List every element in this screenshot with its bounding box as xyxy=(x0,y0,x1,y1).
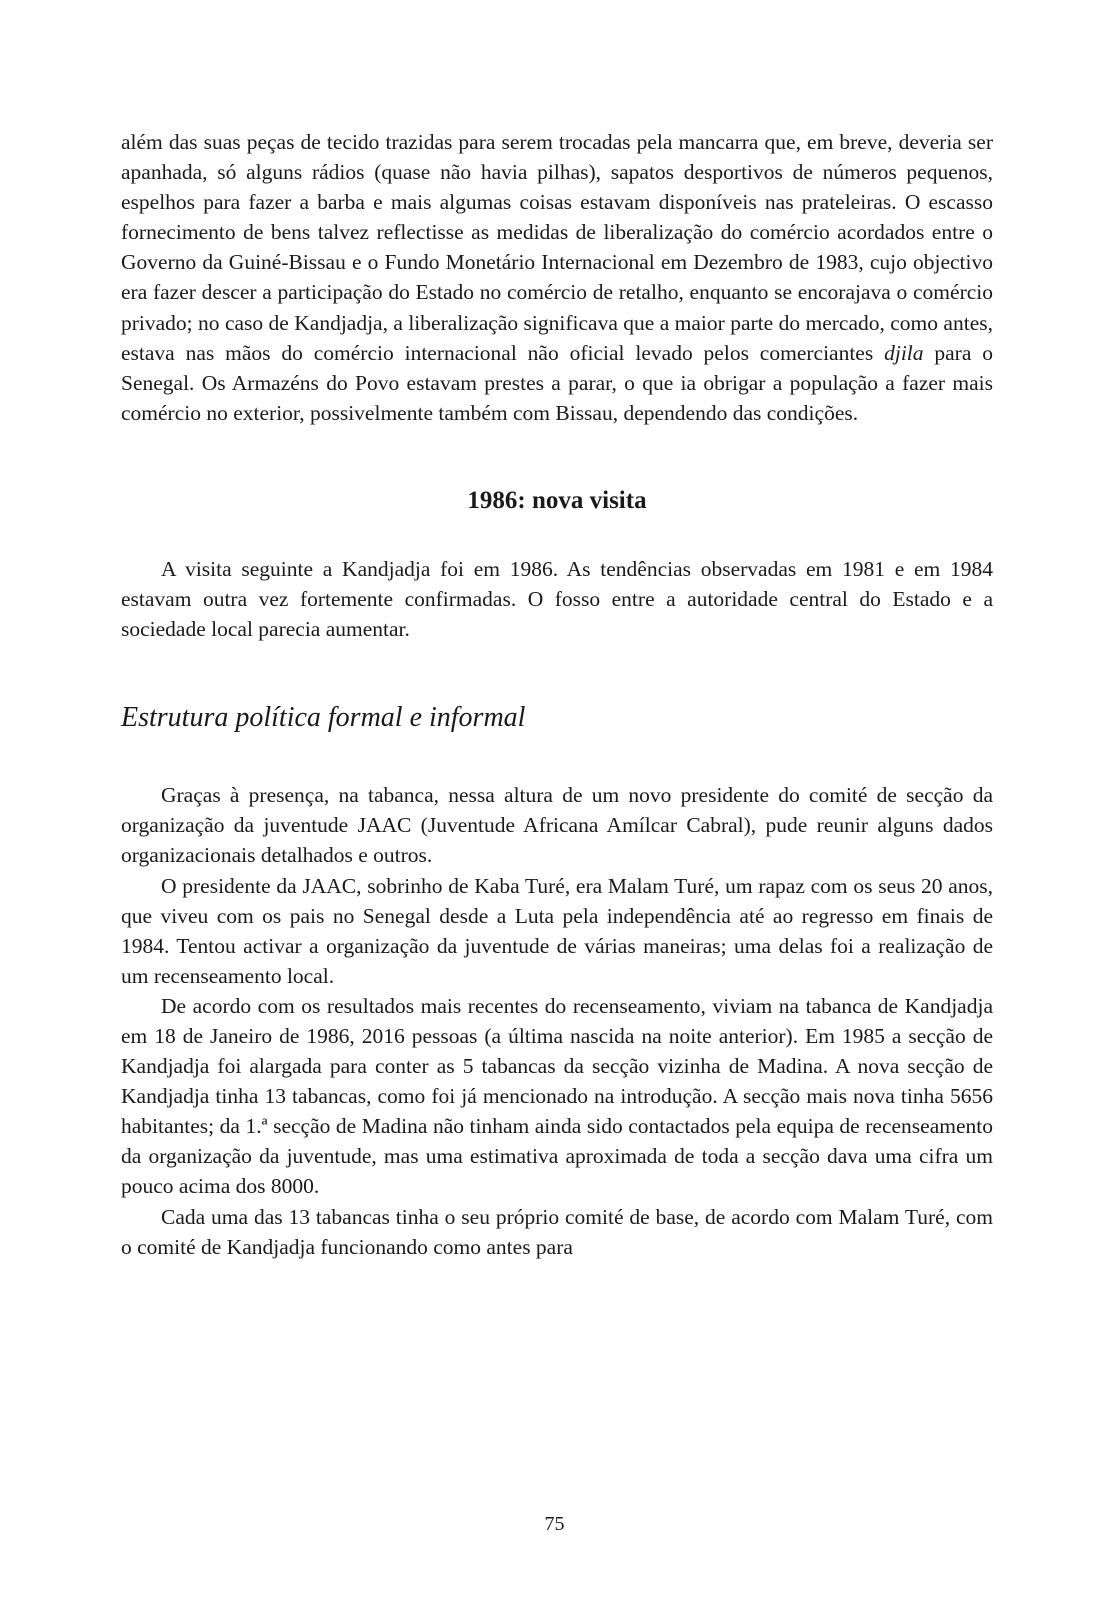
section-title: 1986: nova visita xyxy=(467,486,647,514)
subsection-title: Estrutura política formal e informal xyxy=(121,702,526,734)
paragraph-1-text-end: para o Senegal. Os Armazéns do Povo estavam prestes a parar, o que ia obrigar a população a fazer mais comércio no exterior, possivelmente também com Bissau, dependendo das condições. xyxy=(121,340,993,425)
paragraph-2: A visita seguinte a Kandjadja foi em 1986. As tendências observadas em 1981 e em 1984 estavam outra vez fortemente confirmadas. O fosso entre a autoridade central do Estado e a sociedade local parecia aumentar. xyxy=(121,556,993,642)
paragraph-3: Graças à presença, na tabanca, nessa altura de um novo presidente do comité de secção da organização da juventude JAAC (Juventude Africana Amílcar Cabral), pude reunir alguns dados organizacionais detalhados e outros. xyxy=(121,783,993,868)
paragraph-4: O presidente da JAAC, sobrinho de Kaba Turé, era Malam Turé, um rapaz com os seus 20 anos, que viveu com os pais no Senegal desde a Luta pela independência até ao regresso em finais de 1984. Tentou activar a organização da juventude de várias maneiras; uma delas foi a realização de um recenseamento local. xyxy=(121,873,993,988)
paragraph-1 xyxy=(121,127,993,428)
paragraph-6: Cada uma das 13 tabancas tinha o seu próprio comité de base, de acordo com Malam Turé, com o comité de Kandjadja funcionando como antes para xyxy=(121,1204,993,1259)
paragraph-5: De acordo com os resultados mais recentes do recenseamento, viviam na tabanca de Kandjadja em 18 de Janeiro de 1986, 2016 pessoas (a última nascida na noite anterior). Em 1985 a secção de Kandjadja foi alargada para conter as 5 tabancas da secção vizinha de Madina. A nova secção de Kandjadja tinha 13 tabancas, como foi já mencionado na introdução. A secção mais nova tinha 5656 habitantes; da 1.ª secção de Madina não tinham ainda sido contactados pela equipa de recenseamento da organização da juventude, mas uma estimativa aproximada de toda a secção dava uma cifra um pouco acima dos 8000. xyxy=(121,993,993,1199)
paragraph-1-italic-term: djila xyxy=(884,340,924,365)
page-number: 75 xyxy=(544,1513,565,1535)
paragraph-1-text: além das suas peças de tecido trazidas para serem trocadas pela mancarra que, em breve, deveria ser apanhada, só alguns rádios (quase não havia pilhas), sapatos desportivos de números pequenos, espelhos para fazer a barba e mais algumas coisas estavam disponíveis nas prateleiras. O escasso fornecimento de bens talvez reflectisse as medidas de liberalização do comércio acordados entre o Governo da Guiné-Bissau e o Fundo Monetário Internacional em Dezembro de 1983, cujo objectivo era fazer descer a participação do Estado no comércio de retalho, enquanto se encorajava o comércio privado; no caso de Kandjadja, a liberalização significava que a maior parte do mercado, como antes, estava nas mãos do comércio internacional não oficial levado pelos comerciantes xyxy=(121,130,993,365)
page-body xyxy=(121,127,993,1262)
